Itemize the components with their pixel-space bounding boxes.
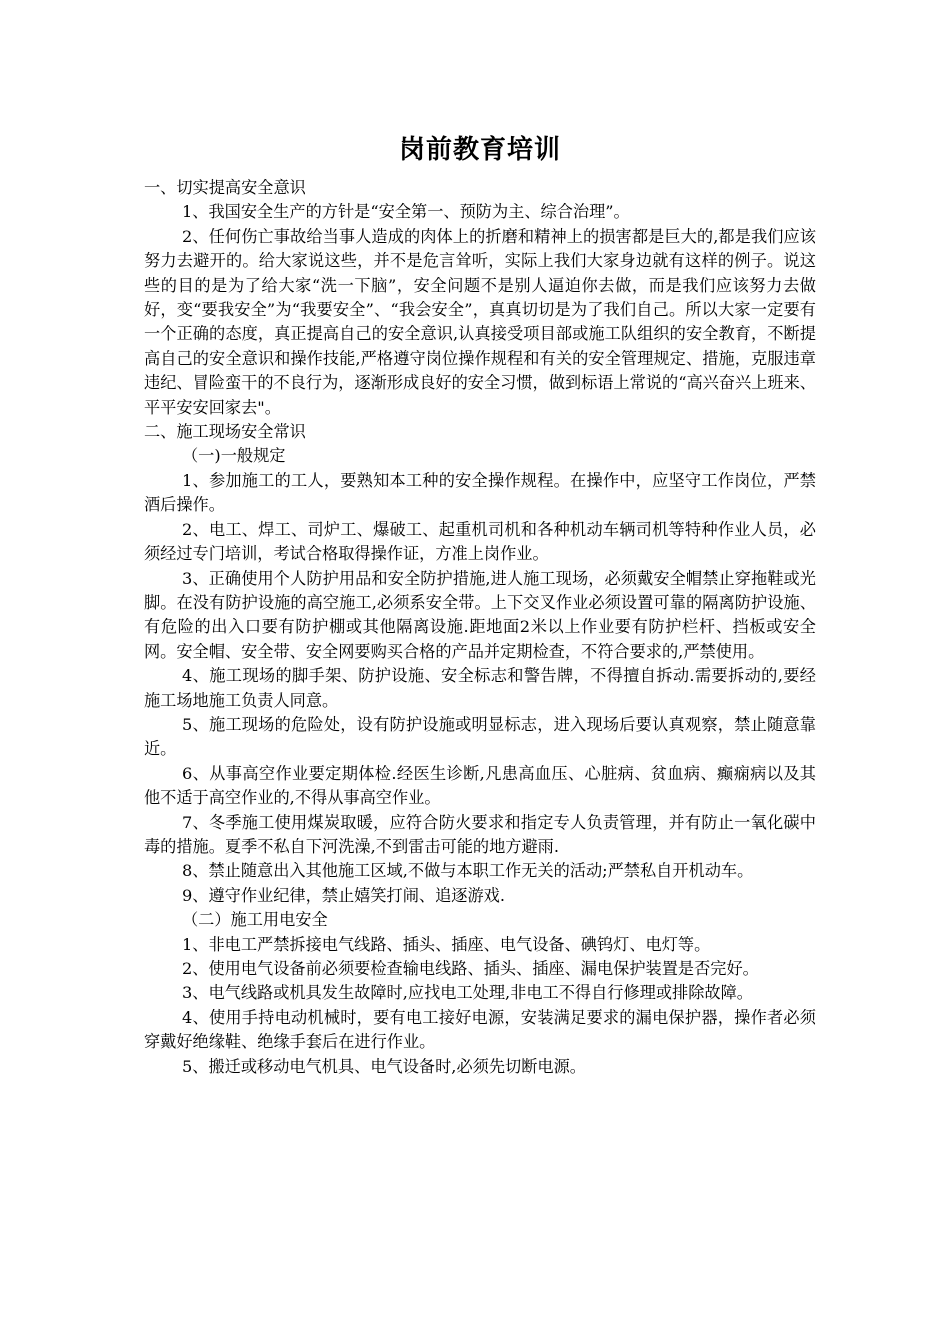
paragraph: 7、冬季施工使用煤炭取暖，应符合防火要求和指定专人负责管理，并有防止一氧化碳中毒的措施。夏季不私自下河洗澡,不到雷击可能的地方避雨. xyxy=(144,812,816,856)
paragraph: 2、使用电气设备前必须要检查输电线路、插头、插座、漏电保护装置是否完好。 xyxy=(182,959,759,978)
paragraph: 2、任何伤亡事故给当事人造成的肉体上的折磨和精神上的损害都是巨大的,都是我们应该努力去避开的。给大家说这些，并不是危言耸听，实际上我们大家身边就有这样的例子。说这些的目的是为了给大家“洗一下脑”，安全问题不是别人逼迫你去做，而是我们应该努力去做好，变“要我安全”为“我要安全”、“我会安全”，真真切切是为了我们自己。所以大家一定要有一个正确的态度，真正提高自己的安全意识,认真接受项目部或施工队组织的安全教育，不断提高自己的安全意识和操作技能,严格遵守岗位操作规程和有关的安全管理规定、措施，克服违章违纪、冒险蛮干的不良行为，逐渐形成良好的安全习惯，做到标语上常说的“高兴奋兴上班来、平平安安回家去"。 xyxy=(144,226,816,417)
document-page xyxy=(144,128,816,1079)
subsection-heading: （二）施工用电安全 xyxy=(182,910,328,930)
subsection-heading: （一)一般规定 xyxy=(182,446,286,466)
section-heading: 一、切实提高安全意识 xyxy=(144,178,306,197)
paragraph: 9、遵守作业纪律，禁止嬉笑打闹、追逐游戏. xyxy=(182,885,506,905)
paragraph: 1、参加施工的工人，要熟知本工种的安全操作规程。在操作中，应坚守工作岗位，严禁酒后操作。 xyxy=(144,470,816,515)
paragraph: 8、禁止随意出入其他施工区域,不做与本职工作无关的活动;严禁私自开机动车。 xyxy=(182,861,754,881)
paragraph: 6、从事高空作业要定期体检.经医生诊断,凡患高血压、心脏病、贫血病、癫痫病以及其他不适于高空作业的,不得从事高空作业。 xyxy=(144,763,816,808)
paragraph: 1、非电工严禁拆接电气线路、插头、插座、电气设备、碘钨灯、电灯等。 xyxy=(182,934,711,954)
paragraph: 3、正确使用个人防护用品和安全防护措施,进人施工现场，必须戴安全帽禁止穿拖鞋或光脚。在没有防护设施的高空施工,必须系安全带。上下交叉作业必须设置可靠的隔离防护设施、有危险的出入口要有防护棚或其他隔离设施.距地面2米以上作业要有防护栏杆、挡板或安全网。安全帽、安全带、安全网要购买合格的产品并定期检查，不符合要求的,严禁使用。 xyxy=(144,568,816,661)
paragraph: 1、我国安全生产的方针是“安全第一、预防为主、综合治理”。 xyxy=(182,202,630,222)
paragraph: 5、搬迁或移动电气机具、电气设备时,必须先切断电源。 xyxy=(182,1056,586,1076)
paragraph: 3、电气线路或机具发生故障时,应找电工处理,非电工不得自行修理或排除故障。 xyxy=(182,983,753,1003)
paragraph: 4、使用手持电动机械时，要有电工接好电源，安装满足要求的漏电保护器，操作者必须穿戴好绝缘鞋、绝缘手套后在进行作业。 xyxy=(144,1007,816,1052)
paragraph: 4、施工现场的脚手架、防护设施、安全标志和警告牌，不得擅自拆动.需要拆动的,要经施工场地施工负责人同意。 xyxy=(144,666,816,710)
paragraph: 2、电工、焊工、司炉工、爆破工、起重机司机和各种机动车辆司机等特种作业人员，必须经过专门培训，考试合格取得操作证，方准上岗作业。 xyxy=(144,519,816,564)
paragraph: 5、施工现场的危险处，设有防护设施或明显标志，进入现场后要认真观察，禁止随意靠近。 xyxy=(144,714,816,759)
section-heading: 二、施工现场安全常识 xyxy=(144,422,306,442)
document-title: 岗前教育培训 xyxy=(398,135,561,165)
